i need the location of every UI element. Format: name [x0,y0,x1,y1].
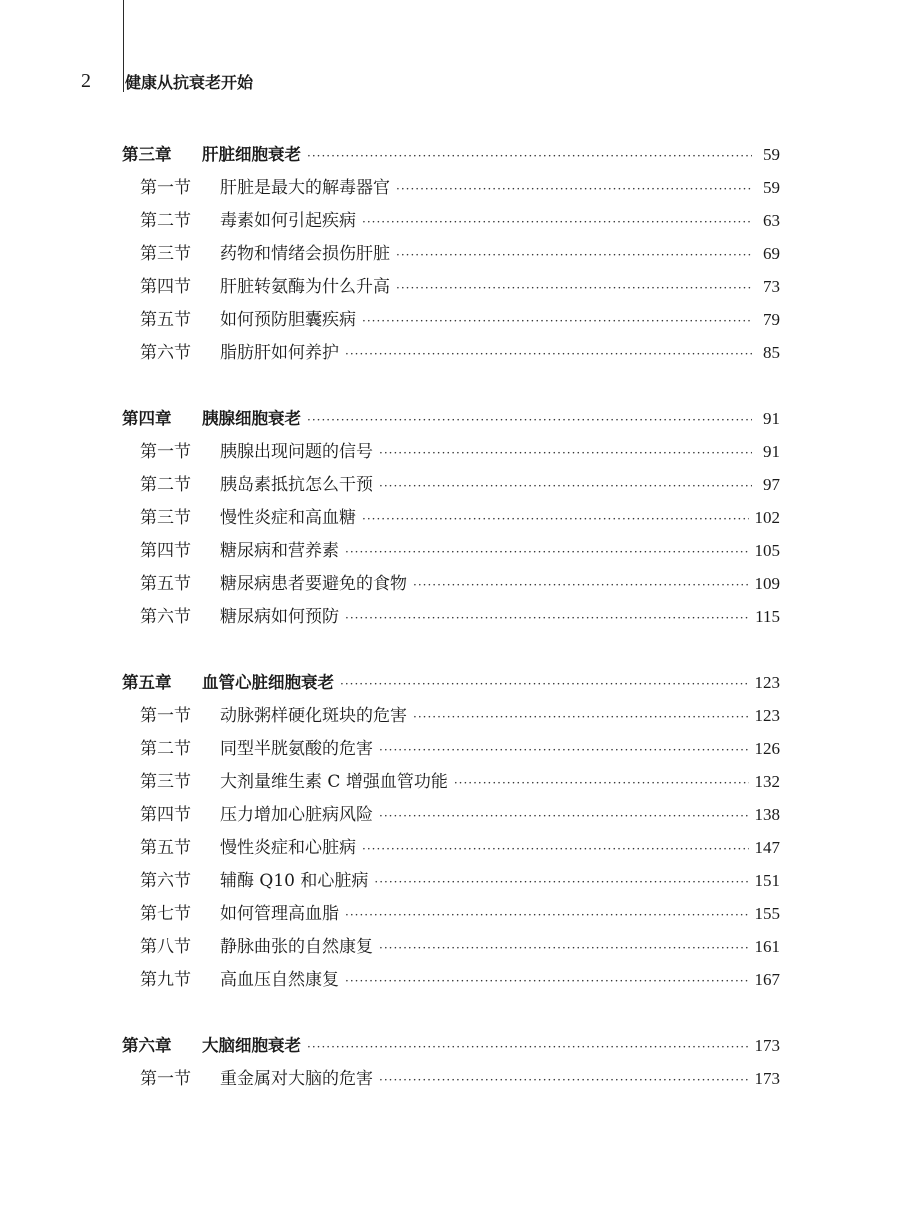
section-entry-title: 胰岛素抵抗怎么干预 [220,475,373,495]
dot-leader [345,899,749,932]
section-entry-label: 第二节 [140,739,191,759]
chapter-entry-label: 第三章 [122,145,172,164]
dot-leader [454,767,749,800]
dot-leader [362,206,752,239]
section-entry-label: 第六节 [140,343,191,363]
chapter-block [122,666,780,996]
page-header [81,68,253,94]
section-entry[interactable] [122,567,780,600]
section-entry[interactable] [122,798,780,831]
section-entry-page: 123 [754,706,780,725]
dot-leader [379,734,749,767]
chapter-entry-page: 173 [754,1036,780,1055]
section-entry-label: 第五节 [140,310,191,330]
chapter-entry-page: 59 [763,145,780,164]
dot-leader [307,404,752,437]
section-entry-title: 脂肪肝如何养护 [220,343,339,363]
book-title: 健康从抗衰老开始 [125,72,254,92]
section-entry[interactable] [122,699,780,732]
dot-leader [345,965,749,998]
chapter-block [122,1029,780,1095]
section-entry-page: 132 [754,772,780,791]
dot-leader [362,305,752,338]
section-entry-label: 第三节 [140,508,191,528]
section-entry[interactable] [122,600,780,633]
dot-leader [396,173,752,206]
dot-leader [362,833,749,866]
dot-leader [396,239,752,272]
dot-leader [307,1031,749,1064]
section-entry-title: 静脉曲张的自然康复 [220,937,373,957]
section-entry-page: 167 [754,970,780,989]
section-entry-title: 肝脏转氨酶为什么升高 [220,277,390,297]
chapter-entry[interactable] [122,666,780,699]
chapter-block [122,138,780,369]
dot-leader [307,140,752,173]
section-entry-page: 79 [763,310,780,329]
dot-leader [413,569,749,602]
chapter-block [122,402,780,633]
section-entry-title: 压力增加心脏病风险 [220,805,373,825]
section-entry-page: 161 [754,937,780,956]
section-entry-page: 63 [763,211,780,230]
section-entry-title: 药物和情绪会损伤肝脏 [220,244,390,264]
chapter-entry-title: 大脑细胞衰老 [202,1036,301,1055]
section-entry-title: 慢性炎症和高血糖 [220,508,356,528]
section-entry-title: 重金属对大脑的危害 [220,1069,373,1089]
section-entry-label: 第四节 [140,277,191,297]
section-entry[interactable] [122,270,780,303]
section-entry-title: 糖尿病如何预防 [220,607,339,627]
chapter-entry-title: 肝脏细胞衰老 [202,145,301,164]
section-entry-page: 91 [763,442,780,461]
section-entry-title: 慢性炎症和心脏病 [220,838,356,858]
section-entry-title: 大剂量维生素 C 增强血管功能 [220,772,448,792]
dot-leader [345,536,749,569]
chapter-entry[interactable] [122,402,780,435]
section-entry-page: 85 [763,343,780,362]
section-entry-label: 第六节 [140,871,191,891]
section-entry-title: 动脉粥样硬化斑块的危害 [220,706,407,726]
section-entry-title: 辅酶 Q10 和心脏病 [220,871,369,891]
section-entry-title: 胰腺出现问题的信号 [220,442,373,462]
dot-leader [379,800,749,833]
section-entry-label: 第三节 [140,244,191,264]
section-entry[interactable] [122,930,780,963]
section-entry-page: 102 [754,508,780,527]
section-entry[interactable] [122,171,780,204]
section-entry[interactable] [122,303,780,336]
section-entry-label: 第五节 [140,574,191,594]
section-entry-title: 如何管理高血脂 [220,904,339,924]
section-entry-label: 第三节 [140,772,191,792]
section-entry[interactable] [122,963,780,996]
chapter-entry-label: 第四章 [122,409,172,428]
chapter-entry-title: 胰腺细胞衰老 [202,409,301,428]
section-entry[interactable] [122,468,780,501]
section-entry-page: 173 [754,1069,780,1088]
section-entry-title: 同型半胱氨酸的危害 [220,739,373,759]
table-of-contents [122,138,780,1128]
section-entry-label: 第四节 [140,541,191,561]
section-entry-label: 第九节 [140,970,191,990]
section-entry-label: 第一节 [140,178,191,198]
section-entry-page: 155 [754,904,780,923]
dot-leader [379,437,752,470]
section-entry[interactable] [122,237,780,270]
section-entry-title: 高血压自然康复 [220,970,339,990]
section-entry-page: 151 [754,871,780,890]
section-entry-title: 糖尿病和营养素 [220,541,339,561]
dot-leader [374,866,748,899]
section-entry-page: 73 [763,277,780,296]
section-entry-page: 126 [754,739,780,758]
section-entry[interactable] [122,204,780,237]
chapter-entry-label: 第六章 [122,1036,172,1055]
section-entry-page: 115 [755,607,780,626]
chapter-entry-title: 血管心脏细胞衰老 [202,673,334,692]
chapter-entry[interactable] [122,1029,780,1062]
section-entry-label: 第八节 [140,937,191,957]
section-entry[interactable] [122,1062,780,1095]
dot-leader [379,470,752,503]
dot-leader [345,338,752,371]
section-entry-page: 59 [763,178,780,197]
section-entry[interactable] [122,501,780,534]
section-entry-label: 第一节 [140,706,191,726]
section-entry-title: 肝脏是最大的解毒器官 [220,178,390,198]
section-entry-label: 第六节 [140,607,191,627]
chapter-entry[interactable] [122,138,780,171]
section-entry[interactable] [122,831,780,864]
section-entry-title: 糖尿病患者要避免的食物 [220,574,407,594]
page-number: 2 [81,69,91,92]
section-entry-page: 105 [754,541,780,560]
dot-leader [340,668,749,701]
section-entry-label: 第七节 [140,904,191,924]
section-entry[interactable] [122,897,780,930]
section-entry-page: 69 [763,244,780,263]
section-entry-page: 147 [754,838,780,857]
dot-leader [413,701,749,734]
dot-leader [396,272,752,305]
dot-leader [379,932,749,965]
section-entry-label: 第一节 [140,442,191,462]
section-entry[interactable] [122,435,780,468]
section-entry[interactable] [122,534,780,567]
section-entry-page: 109 [754,574,780,593]
section-entry[interactable] [122,864,780,897]
section-entry-label: 第二节 [140,475,191,495]
chapter-entry-page: 123 [754,673,780,692]
section-entry-label: 第五节 [140,838,191,858]
section-entry[interactable] [122,765,780,798]
dot-leader [345,602,749,635]
chapter-entry-label: 第五章 [122,673,172,692]
section-entry-title: 如何预防胆囊疾病 [220,310,356,330]
section-entry-label: 第一节 [140,1069,191,1089]
section-entry-page: 138 [754,805,780,824]
dot-leader [362,503,749,536]
section-entry-title: 毒素如何引起疾病 [220,211,356,231]
chapter-entry-page: 91 [763,409,780,428]
section-entry-label: 第四节 [140,805,191,825]
section-entry-label: 第二节 [140,211,191,231]
section-entry[interactable] [122,732,780,765]
section-entry[interactable] [122,336,780,369]
section-entry-page: 97 [763,475,780,494]
dot-leader [379,1064,749,1097]
